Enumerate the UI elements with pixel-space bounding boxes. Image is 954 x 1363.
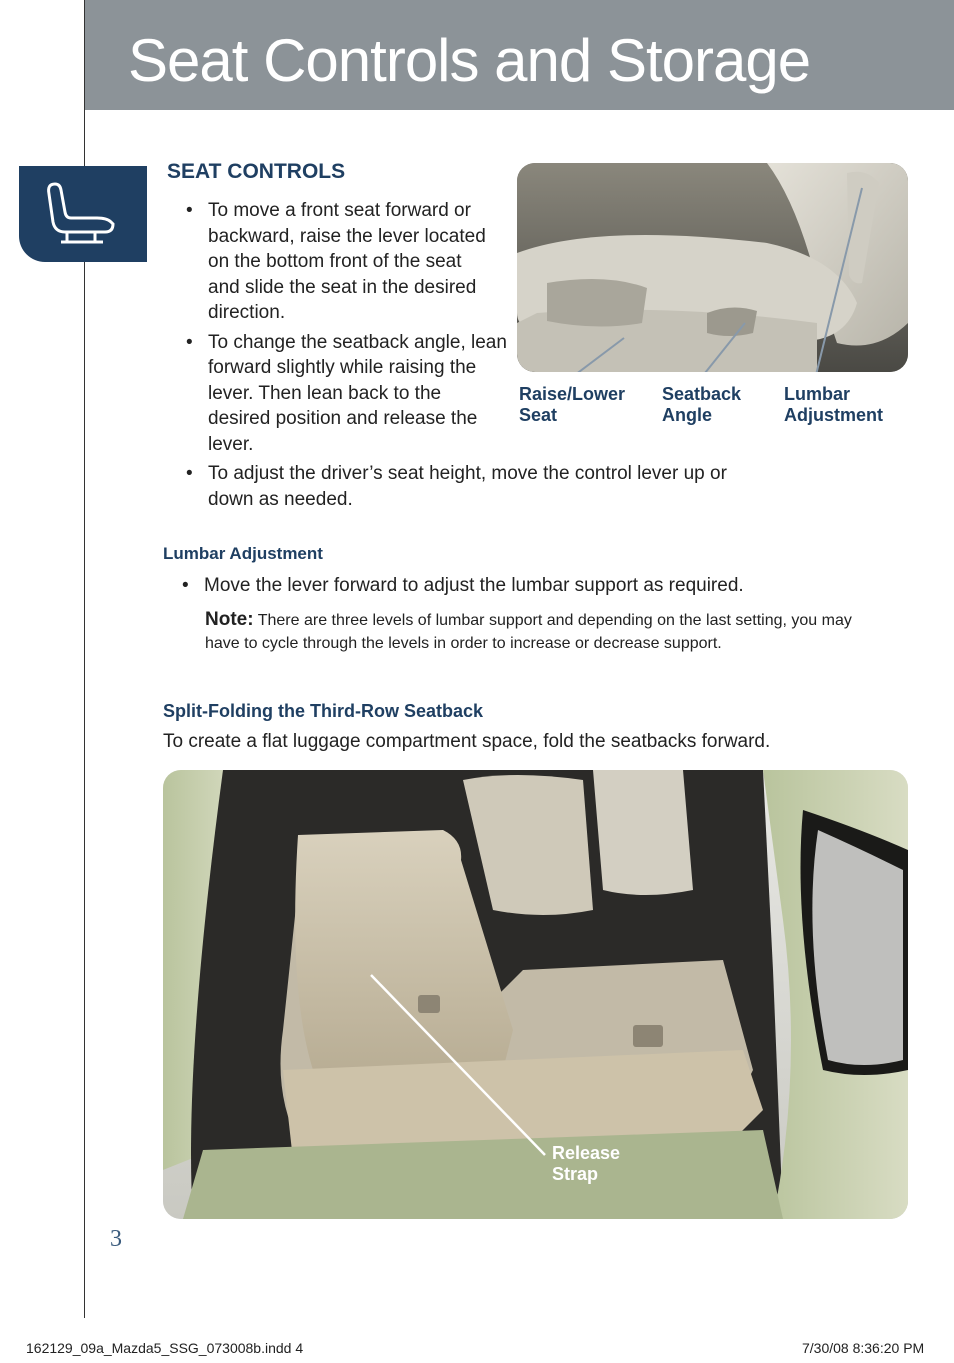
lumbar-heading: Lumbar Adjustment — [163, 544, 323, 563]
note-label: Note: — [205, 609, 254, 630]
page-number: 3 — [110, 1226, 122, 1252]
slug-file: 162129_09a_Mazda5_SSG_073008b.indd 4 — [26, 1340, 304, 1356]
callout-release-strap: Release Strap — [552, 1143, 621, 1184]
list-item: • To change the seatback angle, lean forward slightly while raising the lever. Then lean back to the desired position and release the lever. — [186, 330, 508, 458]
slug-date: 7/30/08 8:36:20 PM — [802, 1340, 925, 1356]
callout-raise-lower-seat: Raise/Lower Seat — [519, 384, 626, 425]
seat-photo — [517, 163, 908, 372]
seat-illustration — [517, 163, 908, 372]
cargo-photo — [163, 770, 908, 1219]
note-text: There are three levels of lumbar support and depending on the last setting, you may have to cycle through the levels in order to increase or decrease support. — [205, 612, 852, 652]
list-item: • To adjust the driver’s seat height, move the control lever up or down as needed. — [186, 461, 768, 512]
list-item: • To move a front seat forward or backward, raise the lever located on the bottom front of the seat and slide the seat in the desired direction. — [186, 198, 498, 326]
lumbar-list — [182, 573, 884, 603]
lumbar-note — [205, 608, 875, 655]
seat-controls-heading: SEAT CONTROLS — [167, 160, 346, 183]
cargo-illustration — [163, 770, 908, 1219]
third-row-text: To create a flat luggage compartment space, fold the seatbacks forward. — [163, 731, 771, 752]
seat-icon — [33, 176, 123, 252]
page-title: Seat Controls and Storage — [128, 27, 811, 94]
callout-seatback-angle: Seatback Angle — [662, 384, 742, 425]
third-row-heading: Split-Folding the Third-Row Seatback — [163, 701, 484, 721]
callout-lumbar-adjustment: Lumbar Adjustment — [784, 384, 883, 425]
section-tab — [19, 166, 147, 262]
list-item: • Move the lever forward to adjust the lumbar support as required. — [182, 573, 884, 599]
